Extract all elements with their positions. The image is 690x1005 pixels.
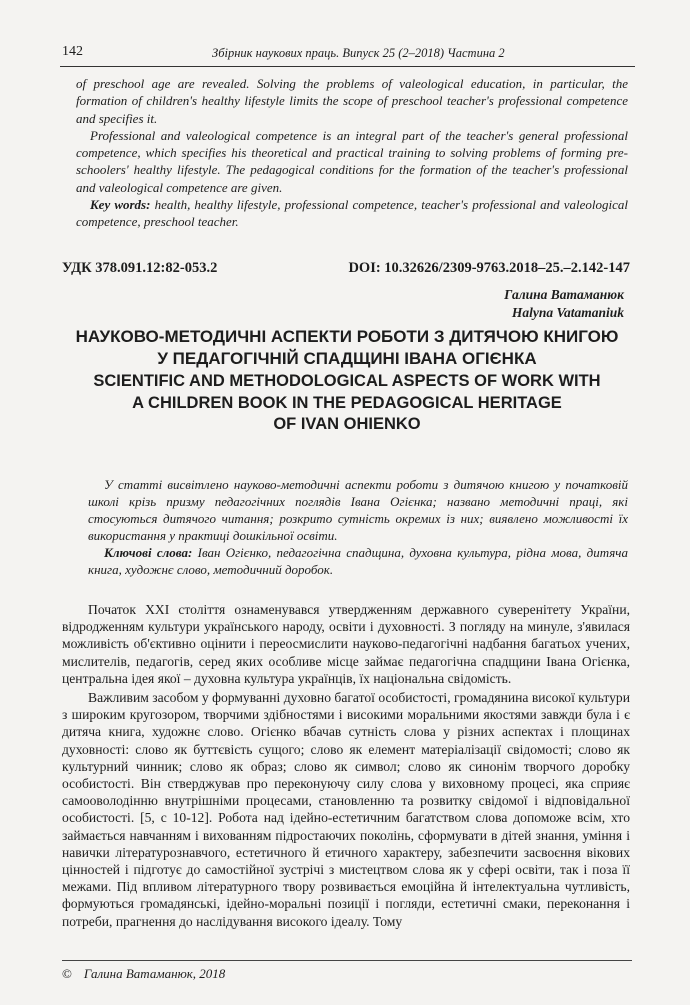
abstract-ukrainian <box>88 476 628 578</box>
abstract-en-paragraph: of preschool age are revealed. Solving the problems of valeological education, in particular, the formation of children's healthy lifestyle limits the scope of preschool teacher's professional competence and specifies it. <box>76 76 628 126</box>
page-number: 142 <box>62 44 83 59</box>
article-title-english <box>62 371 632 436</box>
abstract-en-paragraph: Professional and valeological competence is an integral part of the teacher's general professional competence, which specifies his theoretical and practical training to solving problems of forming pre-schoolers' healthy lifestyle. The pedagogical conditions for the formation of the teacher's professional and valeological competence are given. <box>76 127 628 195</box>
keywords-en <box>76 196 628 231</box>
title-en-line: SCIENTIFIC AND METHODOLOGICAL ASPECTS OF WORK WITH <box>93 372 601 390</box>
author-name-en: Halyna Vatamaniuk <box>511 305 624 320</box>
copyright-footer <box>62 966 225 982</box>
title-en-line: OF IVAN OHIENKO <box>273 415 421 433</box>
keywords-en-text: health, healthy lifestyle, professional competence, teacher's professional and valeological competence, preschool teacher. <box>76 197 628 230</box>
footer-rule <box>62 960 632 961</box>
body-paragraph: Важливим засобом у формуванні духовно багатої особистості, громадянина високої культури з широким кругозором, творчими здібностями і високими моральними якостями завжди була і є дитяча книга, художнє слово. Огієнко вбачав сутність слова у різних аспектах і площинах духовності: слово як буттєвість сущого; слово як елемент матеріалізації свідомості; слово як культурний чинник; слово як образ; слово як символ; слово як синонім творчого доробку особистості. Він стверджував про переконуючу силу слова у виховному процесі, яка сприяє самооволодінню внутрішніми процесами, становленню та розвитку свідомої і відповідальної особистості. [5, с 10-12]. Робота над ідейно-естетичним багатством слова допоможе всім, хто займається навчанням і вихованням підростаючих поколінь, сформувати в дітей знання, уміння і навички літературознавчого, естетичного й етичного характеру, забезпечити засвоєння вікових цінностей і підготує до самостійної зустрічі з мистецтвом слова як у сфері освіти, так і поза її межами. Під впливом літературного твору розвивається емоційна й інтелектуальна чутливість, формуються громадянські, ідейно-моральні позиції і погляди, естетичні смаки, переконання і потреби, прагнення до наслідування високого ідеалу. Тому <box>62 690 630 929</box>
keywords-uk-label: Ключові слова: <box>104 545 193 560</box>
keywords-uk-text: Іван Огієнко, педагогічна спадщина, духовна культура, рідна мова, дитяча книга, художнє слово, методичний доробок. <box>88 545 628 577</box>
copyright-symbol: © <box>62 966 72 981</box>
header-rule <box>60 66 635 67</box>
abstract-english <box>76 75 628 231</box>
article-body <box>62 601 630 930</box>
abstract-uk-paragraph: У статті висвітлено науково-методичні аспекти роботи з дитячою книгою у початковій школі крізь призму педагогічних поглядів Івана Огієнка; названо методичні праці, які стосуються дитячого читання; розкрито сутність окремих із них; виявлено можливості їх використання у практиці дошкільної освіти. <box>88 477 628 543</box>
doi: DOI: 10.32626/2309-9763.2018–25.–2.142-147 <box>348 260 630 276</box>
title-uk-line: У ПЕДАГОГІЧНІЙ СПАДЩИНІ ІВАНА ОГІЄНКА <box>157 349 537 368</box>
keywords-uk <box>88 544 628 578</box>
keywords-en-label: Key words: <box>90 197 151 213</box>
author-block <box>504 286 624 322</box>
author-name-uk: Галина Ватаманюк <box>504 287 624 302</box>
article-title-ukrainian <box>62 326 632 370</box>
udc-code: УДК 378.091.12:82-053.2 <box>62 260 218 276</box>
journal-title: Збірник наукових праць. Випуск 25 (2–2018) Частина 2 <box>212 46 505 60</box>
body-paragraph: Початок XXI століття ознаменувався утвердженням державного суверенітету України, відродженням культури українського народу, освіти і духовності. З погляду на минуле, з'явилася можливість об'єктивно оцінити і переосмислити науково-педагогічні надбання багатьох учених, мислителів, педагогів, серед яких особливе місце займає педагогічна спадщини Івана Огієнка, центральна ідея якої – духовна культура українців, їх національна свідомість. <box>62 602 630 686</box>
title-en-line: A CHILDREN BOOK IN THE PEDAGOGICAL HERITAGE <box>132 393 562 412</box>
title-uk-line: НАУКОВО-МЕТОДИЧНІ АСПЕКТИ РОБОТИ З ДИТЯЧОЮ КНИГОЮ <box>75 327 619 346</box>
copyright-text: Галина Ватаманюк, 2018 <box>83 966 226 981</box>
